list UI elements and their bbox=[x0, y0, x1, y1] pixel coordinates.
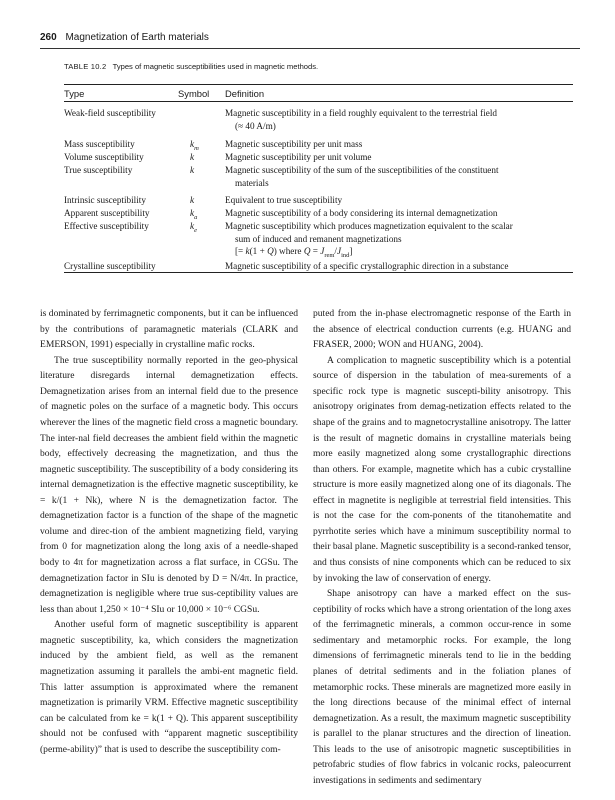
row-type: Intrinsic susceptibility bbox=[64, 195, 146, 205]
header-rule bbox=[40, 48, 580, 49]
row-definition: Magnetic susceptibility per unit volume bbox=[225, 152, 372, 162]
row-definition: Magnetic susceptibility of a specific crystallographic direction in a substance bbox=[225, 261, 509, 271]
row-type: Weak-field susceptibility bbox=[64, 108, 156, 118]
table-caption-label: TABLE 10.2 bbox=[64, 62, 107, 71]
row-symbol: $k_m$ bbox=[190, 139, 199, 152]
running-header bbox=[40, 32, 580, 46]
column-header-type: Type bbox=[64, 88, 85, 99]
row-symbol: k bbox=[190, 152, 195, 162]
body-column-left bbox=[40, 306, 298, 757]
row-symbol: k bbox=[190, 195, 195, 205]
row-type: Mass susceptibility bbox=[64, 139, 135, 149]
table-header-rule bbox=[64, 101, 573, 102]
row-symbol: k bbox=[190, 165, 195, 175]
paragraph: is dominated by ferrimagnetic components, but it can be influenced by the contributions of paramagnetic materials (CLARK and EMERSON, 1991) especially in crystalline mafic rocks. bbox=[40, 308, 298, 351]
row-definition: Magnetic susceptibility in a field roughly equivalent to the terrestrial field (≈ 40 A/m) bbox=[225, 108, 497, 131]
table-top-rule bbox=[64, 84, 573, 85]
row-definition: Magnetic susceptibility of a body considering its internal demagnetization bbox=[225, 208, 498, 218]
row-type: Apparent susceptibility bbox=[64, 208, 150, 218]
column-header-symbol: Symbol bbox=[178, 88, 210, 99]
row-definition: Magnetic susceptibility which produces magnetization equivalent to the scalar sum of induced and remanent magnetizations [= k(1 + Q) where $Q = J_{rem}/J_{ind}$] bbox=[225, 220, 575, 262]
page-number: 260 bbox=[40, 32, 57, 43]
paragraph: Another useful form of magnetic susceptibility is apparent magnetic susceptibility, ka, which considers the magnetization induced by the ambient field, as well as the remanent magnetization assuming it parallels the ambi-ent magnetic field. This latter assumption is approximated where the remanent magnetization is primarily VRM. Effective magnetic susceptibility can be calculated from ke = k(1 + Q). This apparent susceptibility should not be confused with “apparent magnetic susceptibility (perme-ability)” that is used to describe the susceptibility com- bbox=[40, 619, 298, 755]
paragraph: The true susceptibility normally reported in the geo-physical literature disregards internal demagnetization effects. Demagnetization arises from an internal field due to the presence of magnetic poles on the surface of a magnetic body. This occurs wherever the lines of the magnetic field cross a magnetic boundary. The inter-nal field decreases the ambient field within the magnetic body, effectively decreasing the magnetization, and thus the magnetic susceptibility. The susceptibility of a body considering its internal demagnetization is the effective magnetic susceptibility, ke = k/(1 + Nk), where N is the demagnetization factor. The demagnetization factor is a function of the shape of the magnetic volume and direc-tion of the ambient magnetizing field, varying from 0 for magnetization along the long axis of a needle-shaped body to 4π for magnetization across a flat surface, in CGSu. The demagnetization factor in SIu is denoted by D = N/4π. In practice, demagnetization is negligible where true sus-ceptibility values are less than about 1,250 × 10⁻⁴ SIu or 10,000 × 10⁻⁶ CGSu. bbox=[40, 354, 298, 615]
effective-susceptibility-formula: [= k(1 + Q) where $Q = J_{rem}/J_{ind}$] bbox=[235, 246, 353, 259]
row-definition: Equivalent to true susceptibility bbox=[225, 195, 343, 205]
row-type: Volume susceptibility bbox=[64, 152, 144, 162]
table-caption-text: Types of magnetic susceptibilities used in magnetic methods. bbox=[112, 62, 319, 71]
row-symbol: $k_e$ bbox=[190, 221, 197, 234]
table-caption bbox=[64, 62, 318, 71]
row-type: True susceptibility bbox=[64, 165, 133, 175]
running-title: Magnetization of Earth materials bbox=[65, 32, 209, 43]
row-type: Crystalline susceptibility bbox=[64, 261, 156, 271]
body-column-right bbox=[313, 306, 571, 788]
row-definition: Magnetic susceptibility per unit mass bbox=[225, 139, 363, 149]
paragraph: A complication to magnetic susceptibility which is a potential source of dispersion in the tabulation of mea-surements of a specific rock type is magnetic suscepti-bility anisotropy. This anisotropy originates from demag-netization effects related to the shape of the grains and to magnetocrystalline anisotropy. The latter is the result of magnetic domains in crystalline materials being more easily magnetized along some crystallographic directions than others. For example, magnetite which has a cubic crystalline structure is more easily magnetized along one of its diagonals. The effect in magnetite is negligible at terrestrial field intensities. This is not the case for the com-ponents of the titanohematite and pyrrhotite series which have a minimum susceptibility normal to their basal plane. Magnetic susceptibility is a second-ranked tensor, and thus consists of nine components which can be reduced to six by invoking the law of conservation of energy. bbox=[313, 354, 571, 584]
paragraph: Shape anisotropy can have a marked effect on the sus-ceptibility of rocks which have a strong orientation of the long axes of the ferrimagnetic minerals, a common occur-rence in some sedimentary and metamorphic rocks. For example, the long dimensions of ferrimagnetic minerals tend to lie in the bedding planes of detrital sediments and in the foliation planes of metamorphic rocks. These minerals are magnetized more easily in the long directions because of the minimal effect of internal demagnetization. As a result, the maximum magnetic susceptibility is parallel to the planar structures and the direction of lineation. This leads to the use of anisotropic magnetic susceptibilities in petrofabric studies of flow fabrics in volcanic rocks, paleocurrent investigations in sediments and sedimentary bbox=[313, 588, 571, 786]
table-bottom-rule bbox=[64, 272, 573, 273]
row-definition: Magnetic susceptibility of the sum of the susceptibilities of the constituent materials bbox=[225, 165, 499, 188]
paragraph: puted from the in-phase electromagnetic response of the Earth in the absence of electrical conduction currents (e.g. HUANG and FRASER, 2000; WON and HUANG, 2004). bbox=[313, 308, 571, 351]
column-header-definition: Definition bbox=[225, 88, 265, 99]
row-type: Effective susceptibility bbox=[64, 221, 149, 231]
row-symbol: $k_a$ bbox=[190, 208, 198, 221]
